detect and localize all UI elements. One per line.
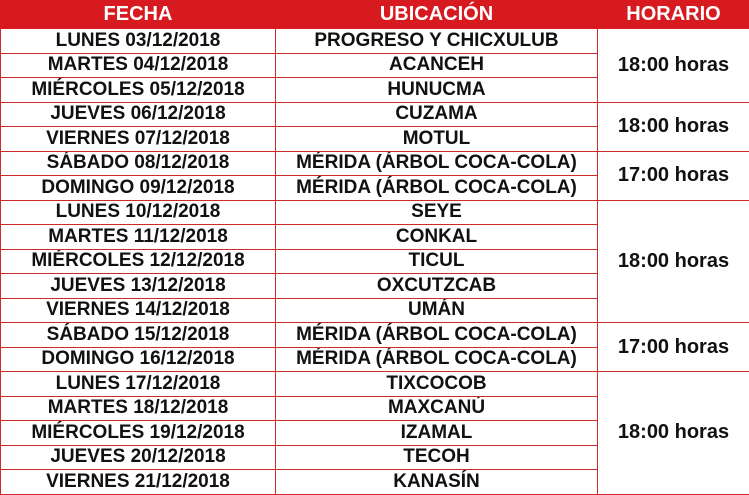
horario-cell: 18:00 horas <box>598 102 749 151</box>
ubicacion-cell: MÉRIDA (ÁRBOL COCA-COLA) <box>276 176 598 201</box>
column-header-fecha: FECHA <box>1 1 276 29</box>
column-header-ubicacion: UBICACIÓN <box>276 1 598 29</box>
table-header <box>1 1 749 29</box>
horario-cell: 17:00 horas <box>598 323 749 372</box>
table-row <box>1 102 749 127</box>
fecha-cell: VIERNES 21/12/2018 <box>1 470 276 495</box>
horario-cell: 18:00 horas <box>598 29 749 103</box>
table-row <box>1 323 749 348</box>
table-body <box>1 29 749 495</box>
ubicacion-cell: TECOH <box>276 445 598 470</box>
ubicacion-cell: KANASÍN <box>276 470 598 495</box>
column-header-horario: HORARIO <box>598 1 749 29</box>
fecha-cell: SÁBADO 15/12/2018 <box>1 323 276 348</box>
fecha-cell: JUEVES 13/12/2018 <box>1 274 276 299</box>
fecha-cell: MIÉRCOLES 19/12/2018 <box>1 421 276 446</box>
ubicacion-cell: MAXCANÚ <box>276 396 598 421</box>
fecha-cell: SÁBADO 08/12/2018 <box>1 151 276 176</box>
table-row <box>1 200 749 225</box>
fecha-cell: MARTES 04/12/2018 <box>1 53 276 78</box>
fecha-cell: LUNES 10/12/2018 <box>1 200 276 225</box>
ubicacion-cell: CUZAMA <box>276 102 598 127</box>
ubicacion-cell: TICUL <box>276 249 598 274</box>
fecha-cell: DOMINGO 16/12/2018 <box>1 347 276 372</box>
ubicacion-cell: MÉRIDA (ÁRBOL COCA-COLA) <box>276 347 598 372</box>
fecha-cell: VIERNES 14/12/2018 <box>1 298 276 323</box>
fecha-cell: DOMINGO 09/12/2018 <box>1 176 276 201</box>
ubicacion-cell: PROGRESO Y CHICXULUB <box>276 29 598 54</box>
table-row <box>1 29 749 54</box>
table-row <box>1 151 749 176</box>
ubicacion-cell: TIXCOCOB <box>276 372 598 397</box>
fecha-cell: LUNES 17/12/2018 <box>1 372 276 397</box>
header-row <box>1 1 749 29</box>
ubicacion-cell: UMÁN <box>276 298 598 323</box>
fecha-cell: LUNES 03/12/2018 <box>1 29 276 54</box>
ubicacion-cell: IZAMAL <box>276 421 598 446</box>
ubicacion-cell: SEYE <box>276 200 598 225</box>
fecha-cell: JUEVES 20/12/2018 <box>1 445 276 470</box>
horario-cell: 17:00 horas <box>598 151 749 200</box>
ubicacion-cell: HUNUCMA <box>276 78 598 103</box>
fecha-cell: MARTES 18/12/2018 <box>1 396 276 421</box>
ubicacion-cell: ACANCEH <box>276 53 598 78</box>
ubicacion-cell: MÉRIDA (ÁRBOL COCA-COLA) <box>276 323 598 348</box>
horario-cell: 18:00 horas <box>598 372 749 495</box>
horario-cell: 18:00 horas <box>598 200 749 323</box>
ubicacion-cell: MÉRIDA (ÁRBOL COCA-COLA) <box>276 151 598 176</box>
ubicacion-cell: OXCUTZCAB <box>276 274 598 299</box>
fecha-cell: MARTES 11/12/2018 <box>1 225 276 250</box>
fecha-cell: JUEVES 06/12/2018 <box>1 102 276 127</box>
ubicacion-cell: MOTUL <box>276 127 598 152</box>
fecha-cell: VIERNES 07/12/2018 <box>1 127 276 152</box>
table-row <box>1 372 749 397</box>
ubicacion-cell: CONKAL <box>276 225 598 250</box>
fecha-cell: MIÉRCOLES 12/12/2018 <box>1 249 276 274</box>
fecha-cell: MIÉRCOLES 05/12/2018 <box>1 78 276 103</box>
